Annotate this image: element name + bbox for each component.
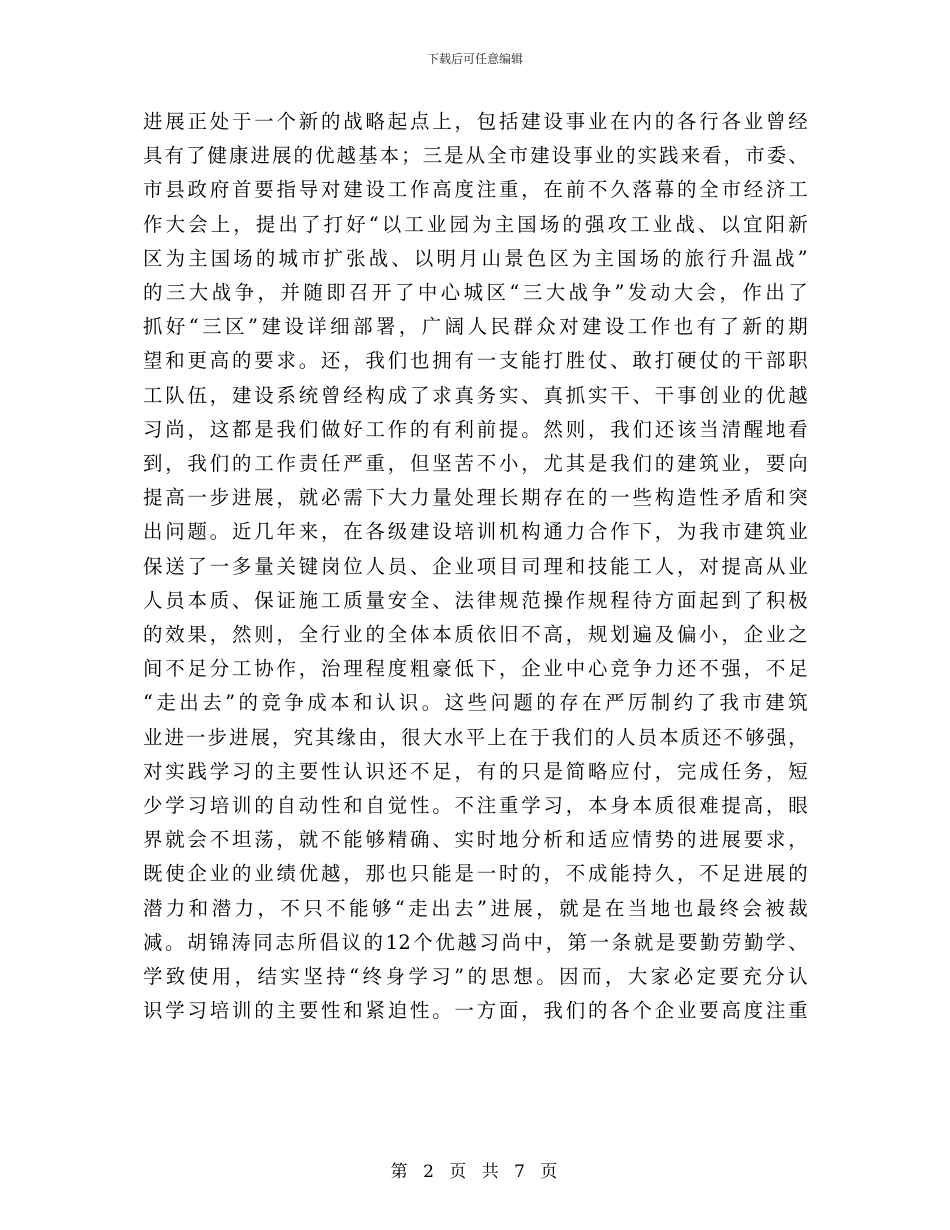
text-line: 工队伍，建设系统曾经构成了求真务实、真抓实干、干事创业的优越 <box>143 383 808 407</box>
text-line: 的三大战争，并随即召开了中心城区“三大战争”发动大会，作出了 <box>143 281 808 305</box>
text-line: 到，我们的工作责任严重，但坚苦不小，尤其是我们的建筑业，要向 <box>143 452 808 476</box>
text-line: 提高一步进展，就必需下大力量处理长期存在的一些构造性矛盾和突 <box>143 486 808 510</box>
text-line: 区为主国场的城市扩张战、以明月山景色区为主国场的旅行升温战” <box>143 246 808 270</box>
text-line: 界就会不坦荡，就不能够精确、实时地分析和适应情势的进展要求， <box>143 828 808 852</box>
text-line: 识学习培训的主要性和紧迫性。一方面，我们的各个企业要高度注重 <box>143 999 808 1023</box>
text-line: 减。胡锦涛同志所倡议的12个优越习尚中，第一条就是要勤劳勤学、 <box>143 930 808 954</box>
text-line: 进展正处于一个新的战略起点上，包括建设事业在内的各行各业曾经 <box>143 110 808 133</box>
text-line: 对实践学习的主要性认识还不足，有的只是简略应付，完成任务，短 <box>143 759 808 783</box>
text-line: 间不足分工协作，治理程度粗豪低下，企业中心竞争力还不强，不足 <box>143 657 808 681</box>
text-line: 望和更高的要求。还，我们也拥有一支能打胜仗、敢打硬仗的干部职 <box>143 349 808 373</box>
text-line: 出问题。近几年来，在各级建设培训机构通力合作下，为我市建筑业 <box>143 520 808 544</box>
text-line: 业进一步进展，究其缘由，很大水平上在于我们的人员本质还不够强， <box>143 725 808 749</box>
text-line: 具有了健康进展的优越基本；三是从全市建设事业的实践来看，市委、 <box>143 144 808 168</box>
text-line: 保送了一多量关键岗位人员、企业项目司理和技能工人，对提高从业 <box>143 554 808 578</box>
page-header-note: 下载后可任意编辑 <box>426 52 523 66</box>
text-line: 少学习培训的自动性和自觉性。不注重学习，本身本质很难提高，眼 <box>143 794 808 818</box>
text-line: “走出去”的竞争成本和认识。这些问题的存在严厉制约了我市建筑 <box>143 691 808 715</box>
text-line: 既使企业的业绩优越，那也只能是一时的，不成能持久，不足进展的 <box>143 862 808 886</box>
text-line: 习尚，这都是我们做好工作的有利前提。然则，我们还该当清醒地看 <box>143 417 808 441</box>
text-line: 的效果，然则，全行业的全体本质依旧不高，规划遍及偏小，企业之 <box>143 623 808 647</box>
text-line: 作大会上，提出了打好“以工业园为主国场的强攻工业战、以宜阳新 <box>143 212 808 236</box>
document-body <box>143 105 808 1028</box>
page-number-footer: 第 2 页 共 7 页 <box>390 1162 560 1182</box>
text-line: 潜力和潜力，不只不能够“走出去”进展，就是在当地也最终会被裁 <box>143 896 808 920</box>
text-line: 市县政府首要指导对建设工作高度注重，在前不久落幕的全市经济工 <box>143 178 808 202</box>
text-line: 抓好“三区”建设详细部署，广阔人民群众对建设工作也有了新的期 <box>143 315 808 339</box>
text-line: 人员本质、保证施工质量安全、法律规范操作规程待方面起到了积极 <box>143 588 808 612</box>
text-line: 学致使用，结实坚持“终身学习”的思想。因而，大家必定要充分认 <box>143 965 808 989</box>
